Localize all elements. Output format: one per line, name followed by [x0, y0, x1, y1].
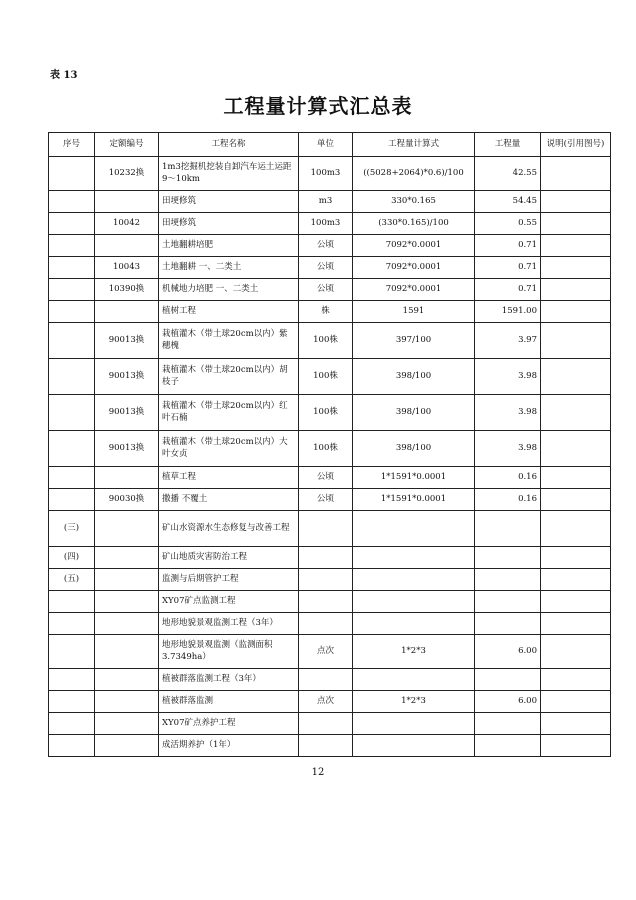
cell-seq [49, 613, 95, 635]
cell-formula [353, 613, 475, 635]
cell-quantity: 0.71 [475, 257, 541, 279]
cell-unit: 100株 [299, 431, 353, 467]
cell-quantity: 0.71 [475, 235, 541, 257]
cell-unit [299, 547, 353, 569]
cell-note [541, 713, 611, 735]
cell-seq [49, 489, 95, 511]
cell-formula: 1*1591*0.0001 [353, 489, 475, 511]
cell-seq: (三) [49, 511, 95, 547]
cell-item-name: 田埂修筑 [159, 191, 299, 213]
cell-quantity: 6.00 [475, 691, 541, 713]
cell-formula [353, 547, 475, 569]
cell-note [541, 257, 611, 279]
cell-item-name: 土地翻耕 一、二类土 [159, 257, 299, 279]
col-header-seq: 序号 [49, 133, 95, 157]
cell-item-name: 植被群落监测工程（3年） [159, 669, 299, 691]
cell-quota-code: 10390换 [95, 279, 159, 301]
col-header-quantity: 工程量 [475, 133, 541, 157]
cell-formula: ((5028+2064)*0.6)/100 [353, 157, 475, 191]
table-row [49, 635, 611, 669]
cell-unit: 公顷 [299, 467, 353, 489]
cell-formula: 330*0.165 [353, 191, 475, 213]
cell-unit: 100株 [299, 395, 353, 431]
cell-unit: 点次 [299, 691, 353, 713]
col-header-unit: 单位 [299, 133, 353, 157]
cell-formula [353, 735, 475, 757]
cell-quantity: 0.55 [475, 213, 541, 235]
cell-seq [49, 669, 95, 691]
cell-note [541, 489, 611, 511]
cell-item-name: 地形地貌景观监测工程（3年） [159, 613, 299, 635]
table-row [49, 489, 611, 511]
page-title: 工程量计算式汇总表 [223, 94, 413, 118]
page-number: 12 [311, 767, 325, 778]
cell-item-name: 机械地力培肥 一、二类土 [159, 279, 299, 301]
col-header-code: 定额编号 [95, 133, 159, 157]
cell-note [541, 157, 611, 191]
cell-seq [49, 395, 95, 431]
cell-seq: (五) [49, 569, 95, 591]
table-row [49, 735, 611, 757]
cell-quantity: 0.16 [475, 489, 541, 511]
table-row [49, 301, 611, 323]
cell-note [541, 235, 611, 257]
cell-seq [49, 279, 95, 301]
cell-unit: 公顷 [299, 489, 353, 511]
cell-item-name: 田埂修筑 [159, 213, 299, 235]
cell-quantity [475, 735, 541, 757]
table-row [49, 359, 611, 395]
cell-note [541, 395, 611, 431]
cell-seq [49, 467, 95, 489]
cell-unit: 100m3 [299, 213, 353, 235]
cell-item-name: 矿山地质灾害防治工程 [159, 547, 299, 569]
cell-unit: m3 [299, 191, 353, 213]
cell-quota-code [95, 191, 159, 213]
cell-item-name: XY07矿点养护工程 [159, 713, 299, 735]
cell-seq [49, 713, 95, 735]
cell-quantity: 3.98 [475, 431, 541, 467]
cell-formula [353, 511, 475, 547]
cell-quota-code [95, 635, 159, 669]
cell-formula: (330*0.165)/100 [353, 213, 475, 235]
table-row [49, 569, 611, 591]
cell-note [541, 467, 611, 489]
cell-quantity [475, 569, 541, 591]
cell-seq [49, 591, 95, 613]
cell-quota-code: 10232换 [95, 157, 159, 191]
cell-unit [299, 713, 353, 735]
table-row [49, 613, 611, 635]
cell-formula [353, 569, 475, 591]
cell-note [541, 569, 611, 591]
cell-formula [353, 713, 475, 735]
table-row [49, 669, 611, 691]
cell-unit: 公顷 [299, 235, 353, 257]
col-header-formula: 工程量计算式 [353, 133, 475, 157]
cell-formula: 398/100 [353, 395, 475, 431]
cell-note [541, 691, 611, 713]
cell-unit [299, 591, 353, 613]
table-row [49, 257, 611, 279]
cell-quantity [475, 713, 541, 735]
cell-formula: 7092*0.0001 [353, 235, 475, 257]
cell-note [541, 301, 611, 323]
table-row [49, 591, 611, 613]
cell-quota-code [95, 613, 159, 635]
cell-seq [49, 157, 95, 191]
col-header-note: 说明(引用图号) [541, 133, 611, 157]
cell-formula: 1*2*3 [353, 635, 475, 669]
cell-seq [49, 431, 95, 467]
cell-quantity: 0.16 [475, 467, 541, 489]
cell-item-name: 地形地貌景观监测（监测面积3.7349ha） [159, 635, 299, 669]
cell-item-name: 监测与后期管护工程 [159, 569, 299, 591]
cell-quantity: 54.45 [475, 191, 541, 213]
table-row [49, 511, 611, 547]
cell-seq [49, 257, 95, 279]
cell-unit [299, 511, 353, 547]
cell-item-name: 矿山水资源水生态修复与改善工程 [159, 511, 299, 547]
cell-quantity [475, 591, 541, 613]
cell-unit: 公顷 [299, 257, 353, 279]
cell-seq [49, 235, 95, 257]
table-row [49, 547, 611, 569]
table-row [49, 279, 611, 301]
cell-note [541, 591, 611, 613]
cell-formula [353, 591, 475, 613]
table-header-row [49, 133, 611, 157]
cell-quantity: 3.97 [475, 323, 541, 359]
table-row [49, 213, 611, 235]
cell-unit [299, 613, 353, 635]
cell-quota-code [95, 301, 159, 323]
cell-quantity [475, 669, 541, 691]
cell-unit [299, 569, 353, 591]
cell-item-name: 撒播 不覆土 [159, 489, 299, 511]
cell-note [541, 547, 611, 569]
table-row [49, 467, 611, 489]
cell-formula [353, 669, 475, 691]
cell-unit [299, 669, 353, 691]
cell-quota-code: 10042 [95, 213, 159, 235]
cell-quota-code [95, 569, 159, 591]
cell-quantity [475, 511, 541, 547]
table-row [49, 157, 611, 191]
cell-formula: 398/100 [353, 431, 475, 467]
cell-quota-code [95, 735, 159, 757]
cell-quantity: 3.98 [475, 395, 541, 431]
table-row [49, 713, 611, 735]
cell-unit: 100m3 [299, 157, 353, 191]
table-row [49, 691, 611, 713]
summary-table [48, 132, 611, 757]
cell-quota-code: 90013换 [95, 359, 159, 395]
cell-formula: 1591 [353, 301, 475, 323]
cell-unit: 株 [299, 301, 353, 323]
cell-note [541, 511, 611, 547]
cell-unit [299, 735, 353, 757]
cell-seq [49, 301, 95, 323]
table-row [49, 235, 611, 257]
cell-note [541, 669, 611, 691]
cell-quantity: 6.00 [475, 635, 541, 669]
cell-unit: 点次 [299, 635, 353, 669]
cell-note [541, 191, 611, 213]
cell-item-name: 栽植灌木（带土球20cm以内）红叶石楠 [159, 395, 299, 431]
cell-seq [49, 213, 95, 235]
cell-quota-code [95, 547, 159, 569]
cell-quantity: 3.98 [475, 359, 541, 395]
table-body [49, 157, 611, 757]
table-row [49, 191, 611, 213]
cell-note [541, 359, 611, 395]
table-row [49, 323, 611, 359]
cell-unit: 100株 [299, 359, 353, 395]
cell-quota-code [95, 691, 159, 713]
cell-quantity [475, 547, 541, 569]
cell-note [541, 613, 611, 635]
cell-unit: 公顷 [299, 279, 353, 301]
cell-seq [49, 635, 95, 669]
cell-quota-code: 90013换 [95, 323, 159, 359]
cell-quota-code [95, 713, 159, 735]
cell-seq [49, 691, 95, 713]
table-number: 表 13 [50, 70, 78, 81]
cell-item-name: 成活期养护（1年） [159, 735, 299, 757]
cell-note [541, 279, 611, 301]
cell-unit: 100株 [299, 323, 353, 359]
cell-item-name: XY07矿点监测工程 [159, 591, 299, 613]
cell-quota-code [95, 669, 159, 691]
cell-note [541, 323, 611, 359]
cell-item-name: 栽植灌木（带土球20cm以内）胡枝子 [159, 359, 299, 395]
cell-quota-code [95, 467, 159, 489]
cell-seq [49, 323, 95, 359]
cell-formula: 398/100 [353, 359, 475, 395]
cell-quota-code: 90013换 [95, 395, 159, 431]
cell-item-name: 植树工程 [159, 301, 299, 323]
cell-quantity: 1591.00 [475, 301, 541, 323]
cell-quota-code: 90013换 [95, 431, 159, 467]
cell-quota-code [95, 235, 159, 257]
cell-item-name: 栽植灌木（带土球20cm以内）紫穗槐 [159, 323, 299, 359]
cell-formula: 1*1591*0.0001 [353, 467, 475, 489]
cell-item-name: 1m3挖掘机挖装自卸汽车运土运距9～10km [159, 157, 299, 191]
cell-formula: 397/100 [353, 323, 475, 359]
cell-quantity: 0.71 [475, 279, 541, 301]
cell-note [541, 213, 611, 235]
cell-formula: 1*2*3 [353, 691, 475, 713]
cell-item-name: 土地翻耕培肥 [159, 235, 299, 257]
table-row [49, 431, 611, 467]
cell-seq: (四) [49, 547, 95, 569]
cell-quantity [475, 613, 541, 635]
cell-formula: 7092*0.0001 [353, 257, 475, 279]
cell-note [541, 735, 611, 757]
cell-quantity: 42.55 [475, 157, 541, 191]
cell-quota-code: 10043 [95, 257, 159, 279]
cell-seq [49, 359, 95, 395]
col-header-name: 工程名称 [159, 133, 299, 157]
cell-seq [49, 735, 95, 757]
cell-quota-code [95, 511, 159, 547]
cell-item-name: 植被群落监测 [159, 691, 299, 713]
table-row [49, 395, 611, 431]
cell-item-name: 植草工程 [159, 467, 299, 489]
cell-quota-code [95, 591, 159, 613]
cell-note [541, 431, 611, 467]
cell-item-name: 栽植灌木（带土球20cm以内）大叶女贞 [159, 431, 299, 467]
cell-note [541, 635, 611, 669]
cell-quota-code: 90030换 [95, 489, 159, 511]
cell-formula: 7092*0.0001 [353, 279, 475, 301]
cell-seq [49, 191, 95, 213]
